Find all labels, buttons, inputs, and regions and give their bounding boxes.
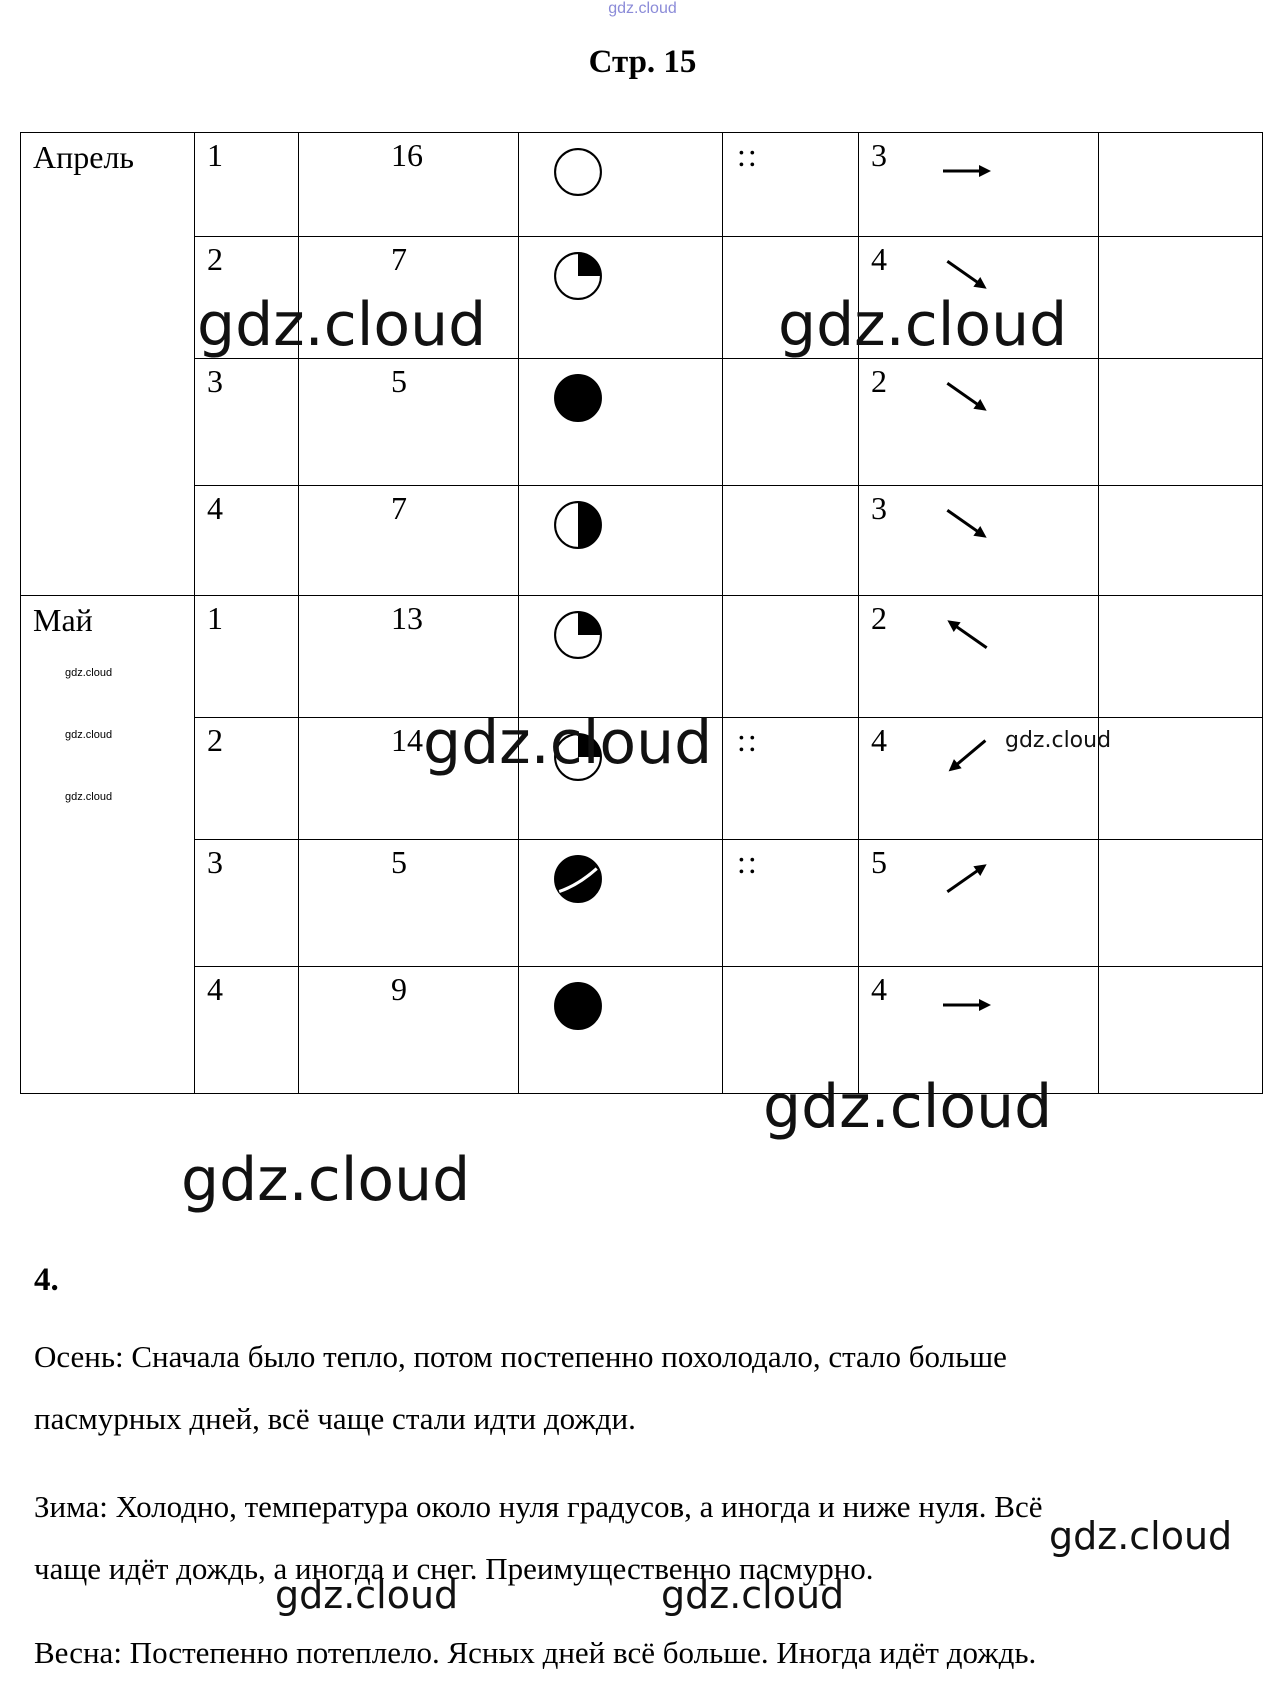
cloudiness-cell <box>519 133 723 237</box>
cloudiness-cell <box>519 237 723 359</box>
notes-cell <box>1099 840 1263 967</box>
wind-speed: 4 <box>871 241 887 277</box>
small-watermark: gdz.cloud <box>65 791 113 803</box>
day-number: 2 <box>207 241 223 277</box>
autumn-line-1: Осень: Сначала было тепло, потом постепенно похолодало, стало больше <box>34 1339 1007 1374</box>
winter-line-1: Зима: Холодно, температура около нуля градусов, а иногда и ниже нуля. Всё <box>34 1489 1043 1524</box>
precipitation-cell <box>723 133 859 237</box>
top-watermark: gdz.cloud <box>608 0 677 17</box>
temperature-value: 7 <box>391 241 407 277</box>
cloudiness-cell <box>519 967 723 1094</box>
month-label: Май <box>33 602 93 638</box>
small-watermark: gdz.cloud <box>65 729 113 741</box>
table-row <box>21 133 1263 237</box>
wind-speed: 4 <box>871 722 887 758</box>
day-number: 3 <box>207 844 223 880</box>
small-watermark: gdz.cloud <box>65 667 113 679</box>
temperature-cell <box>299 840 519 967</box>
wind-speed: 4 <box>871 971 887 1007</box>
day-number: 2 <box>207 722 223 758</box>
temperature-cell <box>299 359 519 486</box>
temperature-value: 13 <box>391 600 423 636</box>
day-number: 4 <box>207 490 223 526</box>
day-cell <box>195 359 299 486</box>
table-row <box>21 596 1263 718</box>
day-number: 1 <box>207 137 223 173</box>
notes-cell <box>1099 237 1263 359</box>
cloudiness-cell <box>519 486 723 596</box>
table-row <box>21 840 1263 967</box>
weather-table <box>20 132 1263 1094</box>
notes-cell <box>1099 967 1263 1094</box>
watermark: gdz.cloud <box>1005 728 1112 753</box>
autumn-line-2: пасмурных дней, всё чаще стали идти дожди. <box>34 1401 636 1436</box>
wind-cell <box>859 359 1099 486</box>
winter-line-2: чаще идёт дождь, а иногда и снег. Преимущественно пасмурно. <box>34 1551 874 1586</box>
table-row <box>21 486 1263 596</box>
wind-speed: 3 <box>871 490 887 526</box>
wind-speed: 3 <box>871 137 887 173</box>
notes-cell <box>1099 359 1263 486</box>
precipitation-mark: :: <box>737 844 759 880</box>
watermark: gdz.cloud <box>1049 1514 1233 1558</box>
watermark: gdz.cloud <box>778 290 1068 360</box>
day-cell <box>195 967 299 1094</box>
temperature-cell <box>299 486 519 596</box>
watermark: gdz.cloud <box>275 1573 459 1617</box>
day-cell <box>195 718 299 840</box>
temperature-value: 7 <box>391 490 407 526</box>
table-row <box>21 967 1263 1094</box>
day-cell <box>195 133 299 237</box>
table-row <box>21 359 1263 486</box>
day-cell <box>195 840 299 967</box>
precipitation-cell <box>723 840 859 967</box>
notes-cell <box>1099 486 1263 596</box>
watermark: gdz.cloud <box>197 290 487 360</box>
cloudiness-cell <box>519 359 723 486</box>
wind-cell <box>859 486 1099 596</box>
month-cell <box>21 596 195 1094</box>
wind-speed: 2 <box>871 363 887 399</box>
day-number: 1 <box>207 600 223 636</box>
temperature-value: 14 <box>391 722 423 758</box>
precipitation-cell <box>723 486 859 596</box>
month-label: Апрель <box>33 139 134 175</box>
temperature-value: 9 <box>391 971 407 1007</box>
day-number: 4 <box>207 971 223 1007</box>
watermark: gdz.cloud <box>763 1072 1053 1142</box>
wind-speed: 5 <box>871 844 887 880</box>
temperature-value: 5 <box>391 844 407 880</box>
temperature-value: 16 <box>391 137 423 173</box>
notes-cell <box>1099 133 1263 237</box>
precipitation-cell <box>723 718 859 840</box>
notes-cell <box>1099 596 1263 718</box>
wind-cell <box>859 596 1099 718</box>
section-number: 4. <box>34 1262 59 1298</box>
precipitation-cell <box>723 359 859 486</box>
day-number: 3 <box>207 363 223 399</box>
temperature-cell <box>299 596 519 718</box>
temperature-cell <box>299 133 519 237</box>
wind-cell <box>859 840 1099 967</box>
temperature-value: 5 <box>391 363 407 399</box>
day-cell <box>195 486 299 596</box>
watermark: gdz.cloud <box>181 1145 471 1215</box>
watermark: gdz.cloud <box>423 708 713 778</box>
page-title: Стр. 15 <box>588 44 697 80</box>
day-cell <box>195 596 299 718</box>
cloudiness-cell <box>519 840 723 967</box>
month-cell <box>21 133 195 596</box>
precipitation-mark: :: <box>737 137 759 173</box>
temperature-cell <box>299 967 519 1094</box>
watermark: gdz.cloud <box>661 1573 845 1617</box>
wind-speed: 2 <box>871 600 887 636</box>
cloudiness-cell <box>519 596 723 718</box>
precipitation-cell <box>723 596 859 718</box>
wind-cell <box>859 133 1099 237</box>
spring-line-1: Весна: Постепенно потеплело. Ясных дней всё больше. Иногда идёт дождь. <box>34 1635 1037 1670</box>
notes-cell <box>1099 718 1263 840</box>
precipitation-mark: :: <box>737 722 759 758</box>
